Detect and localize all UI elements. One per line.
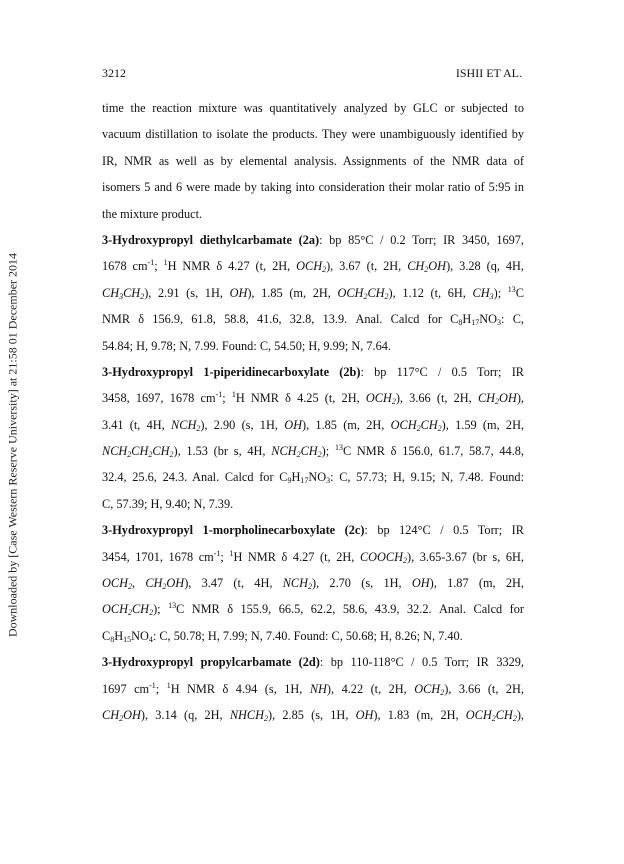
compound-heading: 3-Hydroxypropyl 1-morpholinecarboxylate (2c) (102, 523, 365, 538)
article-body (102, 95, 524, 728)
compound-line: 1697 $cm^{-1}$; $^1$H NMR δ 4.94 (s, 1H, NH), 4.22 (t, 2H, $OCH_2$), 3.66 (t, 2H, (102, 680, 524, 697)
intro-line: vacuum distillation to isolate the products. They were unambiguously identified by (102, 127, 524, 142)
compound-line: $CH_3CH_2$), 2.91 (s, 1H, OH), 1.85 (m, 2H, $OCH_2CH_2$), 1.12 (t, 6H, $CH_3$); $^{13}$C (102, 284, 524, 301)
compound-2b-first-line (102, 359, 524, 385)
intro-line: IR, NMR as well as by elemental analysis. Assignments of the NMR data of (102, 153, 524, 168)
compound-line: $C_8H_{15}NO_4$: C, 50.78; H, 7.99; N, 7.40. Found: C, 50.68; H, 8.26; N, 7.40. (102, 628, 463, 644)
intro-line: the mixture product. (102, 206, 203, 221)
compound-text: : bp 117°C / 0.5 Torr; IR (360, 364, 524, 379)
compound-heading: 3-Hydroxypropyl diethylcarbamate (2a) (102, 232, 320, 247)
compound-text: : bp 124°C / 0.5 Torr; IR (364, 523, 524, 538)
download-watermark (2, 230, 24, 660)
compound-heading: 3-Hydroxypropyl 1-piperidinecarboxylate (2b) (102, 364, 361, 379)
page-header (102, 66, 522, 82)
compound-line: 3454, 1701, 1678 $cm^{-1}$; $^1$H NMR δ 4.27 (t, 2H, $COOCH_2$), 3.65-3.67 (br s, 6H, (102, 548, 524, 565)
compound-heading: 3-Hydroxypropyl propylcarbamate (2d) (102, 655, 320, 670)
compound-text: : bp 85°C / 0.2 Torr; IR 3450, 1697, (319, 232, 524, 247)
compound-line: $NCH_2CH_2CH_2$), 1.53 (br s, 4H, $NCH_2CH_2$); $^{13}$C NMR δ 156.0, 61.7, 58.7, 44.8, (102, 443, 524, 460)
compound-text: : bp 110-118°C / 0.5 Torr; IR 3329, (319, 655, 524, 670)
intro-line: time the reaction mixture was quantitatively analyzed by GLC or subjected to (102, 101, 524, 115)
compound-line: 1678 $cm^{-1}$; $^1$H NMR δ 4.27 (t, 2H, $OCH_2$), 3.67 (t, 2H, $CH_2OH$), 3.28 (q, 4H, (102, 258, 524, 275)
compound-line: $OCH_2CH_2$); $^{13}$C NMR δ 155.9, 66.5, 62.2, 58.6, 43.9, 32.2. Anal. Calcd for (102, 601, 524, 618)
compound-line: $OCH_2$, $CH_2OH$), 3.47 (t, 4H, $NCH_2$), 2.70 (s, 1H, OH), 1.87 (m, 2H, (102, 576, 524, 592)
compound-line: 54.84; H, 9.78; N, 7.99. Found: C, 54.50; H, 9.99; N, 7.64. (102, 338, 391, 353)
intro-line: isomers 5 and 6 were made by taking into consideration their molar ratio of 5:95 in (102, 180, 524, 195)
compound-line: 3458, 1697, 1678 $cm^{-1}$; $^1$H NMR δ 4.25 (t, 2H, $OCH_2$), 3.66 (t, 2H, $CH_2OH$), (102, 390, 524, 407)
compound-line: 32.4, 25.6, 24.3. Anal. Calcd for $C_9H_{17}NO_3$: C, 57.73; H, 9.15; N, 7.48. Found: (102, 470, 524, 486)
running-head: ISHII ET AL. (455, 66, 522, 80)
download-watermark-text: Downloaded by [Case Western Reserve University] at 21:58 01 December 2014 (5, 252, 20, 638)
compound-2c-first-line (102, 517, 524, 543)
page-number: 3212 (102, 66, 126, 80)
compound-line: $CH_2OH$), 3.14 (q, 2H, $NHCH_2$), 2.85 (s, 1H, OH), 1.83 (m, 2H, $OCH_2CH_2$), (102, 707, 524, 723)
compound-2a-first-line (102, 227, 524, 253)
compound-line: 3.41 (t, 4H, $NCH_2$), 2.90 (s, 1H, OH), 1.85 (m, 2H, $OCH_2CH_2$), 1.59 (m, 2H, (102, 417, 524, 433)
compound-line: NMR δ 156.9, 61.8, 58.8, 41.6, 32.8, 13.9. Anal. Calcd for $C_8H_{17}NO_3$: C, (102, 312, 524, 328)
compound-2d-first-line (102, 649, 524, 675)
compound-line: C, 57.39; H, 9.40; N, 7.39. (102, 496, 234, 511)
